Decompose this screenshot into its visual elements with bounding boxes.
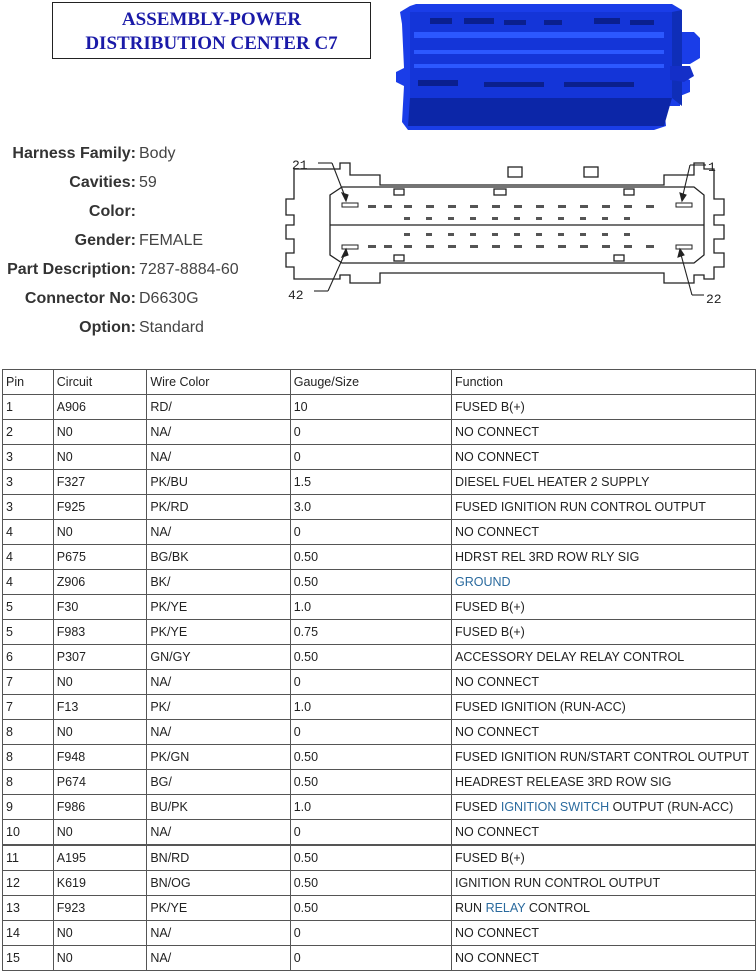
info-row-gender bbox=[0, 229, 280, 253]
gauge-cell: 0 bbox=[290, 520, 451, 545]
function-cell: FUSED B(+) bbox=[452, 595, 756, 620]
pin-cell: 4 bbox=[3, 520, 54, 545]
harness-family-label: Harness Family: bbox=[12, 145, 136, 162]
cavities-value: 59 bbox=[139, 174, 157, 191]
wire-color-cell: GN/GY bbox=[147, 645, 290, 670]
connector-no-label: Connector No: bbox=[24, 290, 136, 307]
wire-color-cell: BG/BK bbox=[147, 545, 290, 570]
pin-cell: 11 bbox=[3, 845, 54, 871]
color-label: Color: bbox=[88, 203, 136, 220]
wire-color-cell: NA/ bbox=[147, 420, 290, 445]
pin-cell: 15 bbox=[3, 946, 54, 971]
circuit-cell: N0 bbox=[53, 921, 147, 946]
function-cell: NO CONNECT bbox=[452, 445, 756, 470]
wire-color-cell: BN/OG bbox=[147, 871, 290, 896]
gender-value: FEMALE bbox=[139, 232, 204, 249]
pin-cell: 10 bbox=[3, 820, 54, 846]
function-cell: FUSED B(+) bbox=[452, 620, 756, 645]
circuit-cell: N0 bbox=[53, 445, 147, 470]
table-row bbox=[3, 896, 756, 921]
header-gauge: Gauge/Size bbox=[290, 370, 451, 395]
table-row bbox=[3, 946, 756, 971]
circuit-cell: F983 bbox=[53, 620, 147, 645]
function-text: CONTROL bbox=[525, 901, 590, 915]
gauge-cell: 0 bbox=[290, 420, 451, 445]
wire-color-cell: NA/ bbox=[147, 946, 290, 971]
pin-cell: 4 bbox=[3, 570, 54, 595]
pin-label-1: 1 bbox=[708, 160, 716, 175]
header-circuit: Circuit bbox=[53, 370, 147, 395]
wire-color-cell: BG/ bbox=[147, 770, 290, 795]
pin-cell: 7 bbox=[3, 670, 54, 695]
circuit-cell: K619 bbox=[53, 871, 147, 896]
table-row bbox=[3, 620, 756, 645]
connector-face-diagram bbox=[284, 155, 740, 310]
header-pin: Pin bbox=[3, 370, 54, 395]
function-cell: NO CONNECT bbox=[452, 520, 756, 545]
pin-label-22: 22 bbox=[706, 292, 722, 307]
table-row bbox=[3, 845, 756, 871]
circuit-cell: Z906 bbox=[53, 570, 147, 595]
part-description-label: Part Description: bbox=[7, 261, 136, 278]
info-row-part-description bbox=[0, 258, 280, 282]
gauge-cell: 0.50 bbox=[290, 845, 451, 871]
gauge-cell: 0.50 bbox=[290, 871, 451, 896]
table-row bbox=[3, 545, 756, 570]
table-row bbox=[3, 495, 756, 520]
gauge-cell: 0 bbox=[290, 921, 451, 946]
circuit-cell: F948 bbox=[53, 745, 147, 770]
gauge-cell: 1.0 bbox=[290, 695, 451, 720]
function-cell: NO CONNECT bbox=[452, 420, 756, 445]
function-cell bbox=[452, 795, 756, 820]
circuit-cell: P675 bbox=[53, 545, 147, 570]
info-row-cavities bbox=[0, 171, 280, 195]
pin-cell: 6 bbox=[3, 645, 54, 670]
pin-cell: 8 bbox=[3, 720, 54, 745]
circuit-cell: F13 bbox=[53, 695, 147, 720]
gauge-cell: 0 bbox=[290, 820, 451, 846]
gauge-cell: 10 bbox=[290, 395, 451, 420]
circuit-cell: F327 bbox=[53, 470, 147, 495]
table-row bbox=[3, 670, 756, 695]
function-cell bbox=[452, 896, 756, 921]
gauge-cell: 0.50 bbox=[290, 545, 451, 570]
wire-color-cell: NA/ bbox=[147, 445, 290, 470]
pin-label-21: 21 bbox=[292, 158, 308, 173]
table-row bbox=[3, 871, 756, 896]
pin-cell: 5 bbox=[3, 595, 54, 620]
wire-color-cell: BK/ bbox=[147, 570, 290, 595]
wire-color-cell: BU/PK bbox=[147, 795, 290, 820]
wire-color-cell: NA/ bbox=[147, 820, 290, 846]
circuit-cell: F30 bbox=[53, 595, 147, 620]
table-row bbox=[3, 470, 756, 495]
function-cell: NO CONNECT bbox=[452, 720, 756, 745]
gauge-cell: 0 bbox=[290, 670, 451, 695]
circuit-cell: P307 bbox=[53, 645, 147, 670]
table-row bbox=[3, 745, 756, 770]
gauge-cell: 3.0 bbox=[290, 495, 451, 520]
wire-color-cell: NA/ bbox=[147, 921, 290, 946]
gauge-cell: 0.50 bbox=[290, 645, 451, 670]
connector-photo bbox=[394, 2, 706, 130]
info-row-connector-no bbox=[0, 287, 280, 311]
title-line-2: DISTRIBUTION CENTER C7 bbox=[85, 33, 338, 54]
function-cell: FUSED IGNITION RUN CONTROL OUTPUT bbox=[452, 495, 756, 520]
function-text: RUN bbox=[455, 901, 486, 915]
gauge-cell: 0.50 bbox=[290, 570, 451, 595]
gauge-cell: 0 bbox=[290, 946, 451, 971]
function-cell: FUSED IGNITION RUN/START CONTROL OUTPUT bbox=[452, 745, 756, 770]
circuit-cell: A195 bbox=[53, 845, 147, 871]
pin-cell: 4 bbox=[3, 545, 54, 570]
function-link[interactable]: GROUND bbox=[455, 575, 511, 589]
pin-cell: 14 bbox=[3, 921, 54, 946]
table-row bbox=[3, 820, 756, 846]
circuit-cell: N0 bbox=[53, 520, 147, 545]
title-line-1: ASSEMBLY-POWER bbox=[121, 9, 302, 30]
wire-color-cell: NA/ bbox=[147, 520, 290, 545]
table-row bbox=[3, 695, 756, 720]
gender-label: Gender: bbox=[74, 232, 136, 249]
gauge-cell: 0 bbox=[290, 720, 451, 745]
part-description-value: 7287-8884-60 bbox=[139, 261, 239, 278]
pin-table bbox=[2, 369, 756, 971]
table-row bbox=[3, 520, 756, 545]
option-label: Option: bbox=[79, 319, 136, 336]
circuit-cell: F923 bbox=[53, 896, 147, 921]
gauge-cell: 0.50 bbox=[290, 896, 451, 921]
circuit-cell: N0 bbox=[53, 670, 147, 695]
function-cell: FUSED B(+) bbox=[452, 845, 756, 871]
pin-cell: 2 bbox=[3, 420, 54, 445]
circuit-cell: P674 bbox=[53, 770, 147, 795]
table-row bbox=[3, 445, 756, 470]
function-cell bbox=[452, 570, 756, 595]
wire-color-cell: PK/BU bbox=[147, 470, 290, 495]
function-text: OUTPUT (RUN-ACC) bbox=[609, 800, 734, 814]
cavities-label: Cavities: bbox=[69, 174, 136, 191]
wire-color-cell: NA/ bbox=[147, 720, 290, 745]
table-row bbox=[3, 720, 756, 745]
function-cell: FUSED B(+) bbox=[452, 395, 756, 420]
pin-cell: 3 bbox=[3, 470, 54, 495]
table-row bbox=[3, 921, 756, 946]
gauge-cell: 0.50 bbox=[290, 770, 451, 795]
wire-color-cell: PK/YE bbox=[147, 896, 290, 921]
title-box bbox=[52, 2, 371, 59]
header-wire-color: Wire Color bbox=[147, 370, 290, 395]
pin-cell: 7 bbox=[3, 695, 54, 720]
pin-cell: 13 bbox=[3, 896, 54, 921]
pin-cell: 8 bbox=[3, 770, 54, 795]
table-row bbox=[3, 595, 756, 620]
wire-color-cell: PK/YE bbox=[147, 620, 290, 645]
wire-color-cell: PK/ bbox=[147, 695, 290, 720]
pin-cell: 1 bbox=[3, 395, 54, 420]
gauge-cell: 1.0 bbox=[290, 795, 451, 820]
function-cell: HEADREST RELEASE 3RD ROW SIG bbox=[452, 770, 756, 795]
wire-color-cell: PK/GN bbox=[147, 745, 290, 770]
gauge-cell: 1.5 bbox=[290, 470, 451, 495]
table-row bbox=[3, 645, 756, 670]
function-cell: FUSED IGNITION (RUN-ACC) bbox=[452, 695, 756, 720]
table-row bbox=[3, 795, 756, 820]
gauge-cell: 0 bbox=[290, 445, 451, 470]
circuit-cell: N0 bbox=[53, 720, 147, 745]
circuit-cell: N0 bbox=[53, 420, 147, 445]
function-text: FUSED bbox=[455, 800, 501, 814]
wire-color-cell: BN/RD bbox=[147, 845, 290, 871]
function-link[interactable]: IGNITION SWITCH bbox=[500, 800, 610, 814]
info-row-color bbox=[0, 200, 280, 224]
circuit-cell: F986 bbox=[53, 795, 147, 820]
table-header-row bbox=[3, 370, 756, 395]
function-cell: NO CONNECT bbox=[452, 921, 756, 946]
pin-cell: 3 bbox=[3, 445, 54, 470]
connector-no-value: D6630G bbox=[139, 290, 199, 307]
function-cell: HDRST REL 3RD ROW RLY SIG bbox=[452, 545, 756, 570]
pin-label-42: 42 bbox=[288, 288, 304, 303]
function-cell: NO CONNECT bbox=[452, 670, 756, 695]
table-row bbox=[3, 770, 756, 795]
function-cell: NO CONNECT bbox=[452, 820, 756, 846]
gauge-cell: 1.0 bbox=[290, 595, 451, 620]
gauge-cell: 0.75 bbox=[290, 620, 451, 645]
info-row-harness-family bbox=[0, 142, 280, 166]
circuit-cell: F925 bbox=[53, 495, 147, 520]
gauge-cell: 0.50 bbox=[290, 745, 451, 770]
function-link[interactable]: RELAY bbox=[485, 901, 526, 915]
option-value: Standard bbox=[139, 319, 204, 336]
circuit-cell: N0 bbox=[53, 946, 147, 971]
header-function: Function bbox=[452, 370, 756, 395]
pin-cell: 3 bbox=[3, 495, 54, 520]
wire-color-cell: RD/ bbox=[147, 395, 290, 420]
pin-cell: 9 bbox=[3, 795, 54, 820]
function-cell: IGNITION RUN CONTROL OUTPUT bbox=[452, 871, 756, 896]
table-row bbox=[3, 395, 756, 420]
wire-color-cell: PK/RD bbox=[147, 495, 290, 520]
pin-cell: 5 bbox=[3, 620, 54, 645]
function-cell: ACCESSORY DELAY RELAY CONTROL bbox=[452, 645, 756, 670]
info-row-option bbox=[0, 316, 280, 340]
function-cell: NO CONNECT bbox=[452, 946, 756, 971]
wire-color-cell: PK/YE bbox=[147, 595, 290, 620]
circuit-cell: A906 bbox=[53, 395, 147, 420]
harness-family-value: Body bbox=[139, 145, 176, 162]
wire-color-cell: NA/ bbox=[147, 670, 290, 695]
pin-cell: 8 bbox=[3, 745, 54, 770]
pin-cell: 12 bbox=[3, 871, 54, 896]
circuit-cell: N0 bbox=[53, 820, 147, 846]
table-row bbox=[3, 420, 756, 445]
function-cell: DIESEL FUEL HEATER 2 SUPPLY bbox=[452, 470, 756, 495]
table-row bbox=[3, 570, 756, 595]
